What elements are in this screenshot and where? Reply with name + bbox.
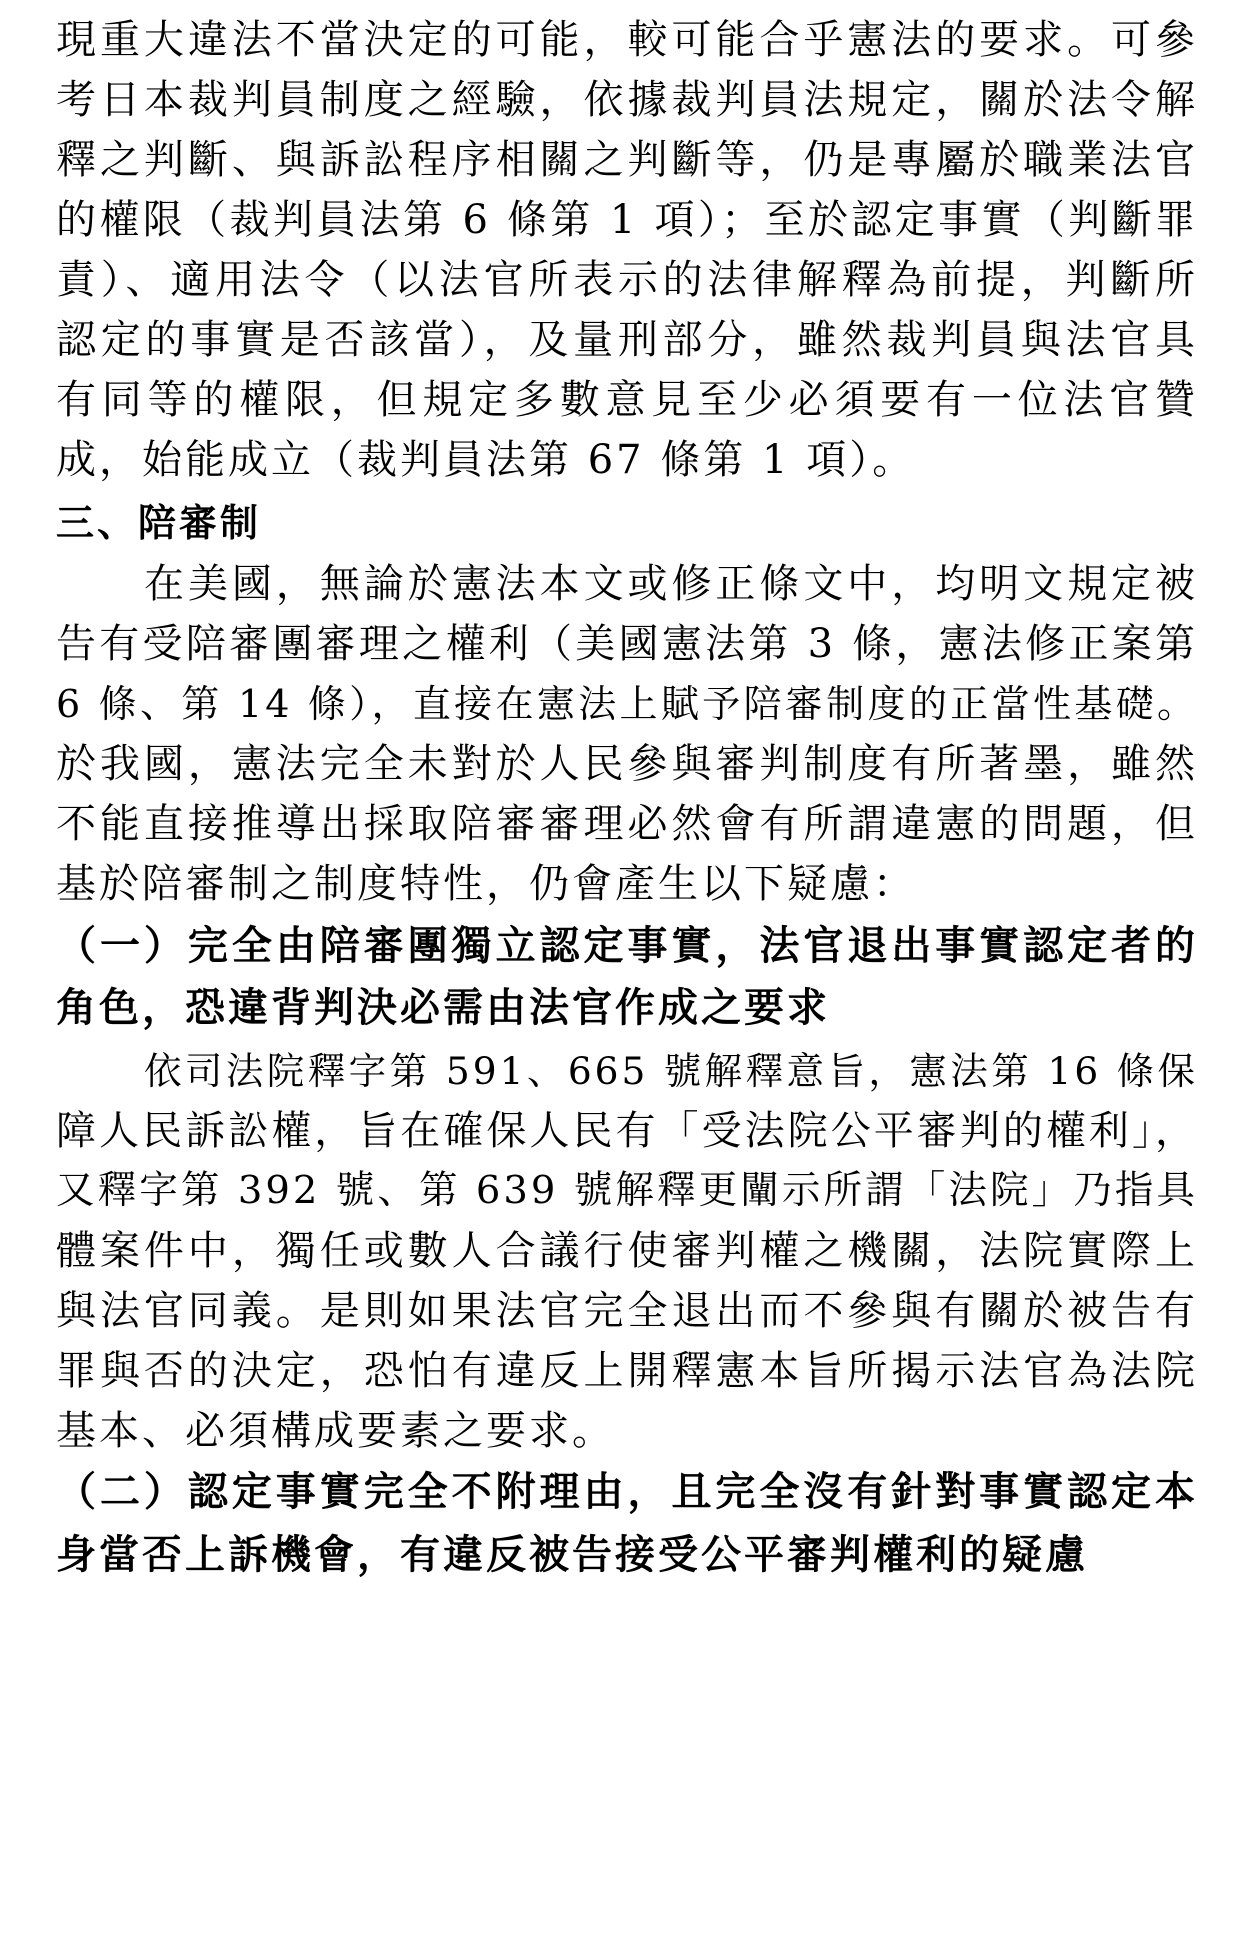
paragraph-1-line: 現重大違法不當決定的可能，較可能合乎憲法的要求。可參 <box>56 17 1198 63</box>
paragraph-3-line: 依司法院釋字第 591、665 號解釋意旨，憲法第 16 條保 <box>144 1049 1198 1093</box>
paragraph-2-line: 基於陪審制之制度特性，仍會產生以下疑慮： <box>56 861 916 907</box>
paragraph-1-line: 認定的事實是否該當），及量刑部分，雖然裁判員與法官具 <box>56 317 1198 363</box>
paragraph-2-line: 不能直接推導出採取陪審審理必然會有所謂違憲的問題，但 <box>56 801 1198 847</box>
paragraph-2-line: 在美國，無論於憲法本文或修正條文中，均明文規定被 <box>144 561 1198 607</box>
paragraph-2-line: 告有受陪審團審理之權利（美國憲法第 3 條，憲法修正案第 <box>56 621 1198 667</box>
paragraph-3-line: 又釋字第 392 號、第 639 號解釋更闡示所謂「法院」乃指具 <box>56 1168 1198 1213</box>
paragraph-3-line: 與法官同義。是則如果法官完全退出而不參與有關於被告有 <box>56 1288 1198 1334</box>
paragraph-3-line: 基本、必須構成要素之要求。 <box>56 1408 615 1454</box>
subheading-1-line: （一）完全由陪審團獨立認定事實，法官退出事實認定者的 <box>56 923 1198 969</box>
paragraph-1-line: 成，始能成立（裁判員法第 67 條第 1 項）。 <box>56 437 916 483</box>
subheading-1-line: 角色，恐違背判決必需由法官作成之要求 <box>56 985 830 1031</box>
subheading-2-line: 身當否上訴機會，有違反被告接受公平審判權利的疑慮 <box>56 1532 1088 1578</box>
paragraph-1-line: 的權限（裁判員法第 6 條第 1 項）；至於認定事實（判斷罪 <box>56 197 1198 243</box>
paragraph-1-line: 考日本裁判員制度之經驗，依據裁判員法規定，關於法令解 <box>56 77 1198 123</box>
paragraph-2-line: 6 條、第 14 條），直接在憲法上賦予陪審制度的正當性基礎。 <box>56 682 1198 726</box>
paragraph-3-line: 障人民訴訟權，旨在確保人民有「受法院公平審判的權利」， <box>56 1108 1198 1154</box>
paragraph-1-line: 責）、適用法令（以法官所表示的法律解釋為前提，判斷所 <box>56 257 1198 303</box>
subheading-2-line: （二）認定事實完全不附理由，且完全沒有針對事實認定本 <box>56 1469 1198 1515</box>
paragraph-1-line: 有同等的權限，但規定多數意見至少必須要有一位法官贊 <box>56 377 1198 423</box>
paragraph-3-line: 罪與否的決定，恐怕有違反上開釋憲本旨所揭示法官為法院 <box>56 1348 1198 1394</box>
section-heading: 三、陪審制 <box>56 501 262 545</box>
paragraph-3-line: 體案件中，獨任或數人合議行使審判權之機關，法院實際上 <box>56 1228 1198 1274</box>
paragraph-1-line: 釋之判斷、與訴訟程序相關之判斷等，仍是專屬於職業法官 <box>56 137 1198 183</box>
paragraph-2-line: 於我國，憲法完全未對於人民參與審判制度有所著墨，雖然 <box>56 741 1198 787</box>
